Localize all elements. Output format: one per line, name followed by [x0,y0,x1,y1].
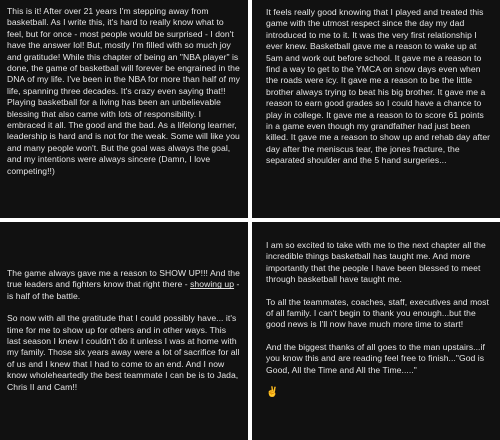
paragraph-show-up [7,268,240,302]
showing-up-underlined: showing up [190,279,235,290]
paragraph-next-chapter: I am so excited to take with me to the next chapter all the incredible things basketball has taught me. And more importantly that the people I have been blessed to meet through basketball have taught me. [266,240,486,285]
show-up-text-after: - is half of the battle. [7,279,240,301]
paragraph-retirement-intro: This is it! After over 21 years I'm stepping away from basketball. As I write this, it's hard to really know what to feel, but for once - most people would be surprised - I don't have the answer lol! But, mostly I'm filled with so much joy and gratitude! While this chapter of being an "NBA player" is done, the game of basketball will forever be engrained in the DNA of my life. I've been in the NBA for more than half of my life, spanning three decades. It's crazy even saying that!! Playing basketball for a living has been an unbelievable blessing that also came with lots of responsibility. I embraced it all. The good and the bad. As a lifelong learner, leadership is hard and is not for the weak. Some will like you and many people won't. But the goal was always the goal, and my intentions were always sincere (Damn, I love competing!!) [7,6,241,176]
show-up-text-before: The game always gave me a reason to SHOW UP!!! And the true leaders and fighters know that right there - [7,268,240,290]
victory-hand-icon: ✌ [266,387,279,399]
paragraph-gratitude-family: So now with all the gratitude that I could possibly have... it's time for me to show up for others and in other ways. This last season I knew I couldn't do it unless I was at home with my family. Those six years away were a lot of sacrifice for all of us and I knew that I had to come to an end. And I now know wholeheartedly the best teammate I can be is to Jada, Chris II and Cam!! [7,313,240,392]
paragraph-god-is-good: And the biggest thanks of all goes to the man upstairs...if you know this and are reading feel free to finish..."God is Good, All the Time and All the Time....." [266,341,485,375]
panel-bottom-left [0,222,248,440]
paragraph-game-gave-reason: It feels really good knowing that I played and treated this game with the utmost respect since the day my dad introduced to me to it. It was the very first relationship I ever knew. Basketball gave me a reason to wake up at 5am and work out before school. It gave me a reason to find a way to get to the YMCA on snow days even when the roads were icy. It gave me a reason to be the little brother always trying to beat his big brother. It gave me a reason to earn good grades so I could have a chance to play in college. It gave me a reason to to score 61 points in a game even though my grandfather had just been killed. It gave me a reason to show up and rehab day after day after the meniscus tear, the jones fracture, the separated shoulder and the 5 hand surgeries... [266,7,491,166]
panel-top-left [0,0,248,218]
panel-bottom-right [252,222,500,440]
panel-top-right [252,0,500,218]
paragraph-thank-you: To all the teammates, coaches, staff, executives and most of all family. I can't begin to thank you enough...but the good news is I'll now have much more time to start! [266,296,489,330]
